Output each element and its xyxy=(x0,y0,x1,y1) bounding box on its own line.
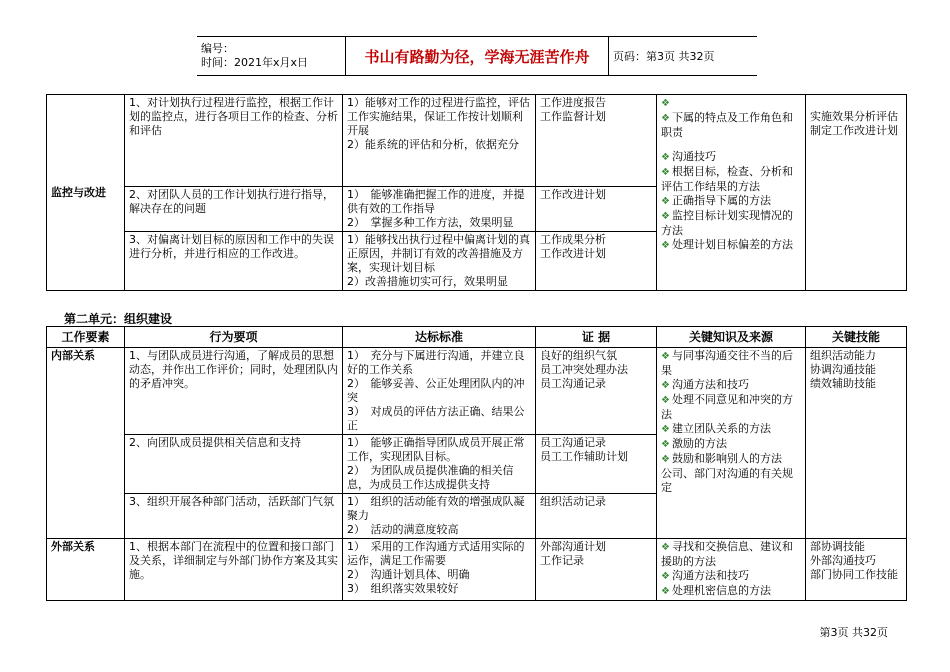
diamond-bullet-icon: ❖ xyxy=(661,167,670,178)
diamond-bullet-icon: ❖ xyxy=(661,571,670,582)
diamond-bullet-icon: ❖ xyxy=(661,454,670,465)
evidence-line: 工作进度报告 xyxy=(540,96,606,109)
element-internal: 内部关系 xyxy=(47,348,125,539)
knowledge-line xyxy=(661,96,801,111)
evidence-cell xyxy=(536,494,657,539)
diamond-bullet-icon: ❖ xyxy=(661,586,670,597)
evidence-line: 工作记录 xyxy=(540,554,584,567)
standard-line: 1） 组织的活动能有效的增强成队凝聚力 xyxy=(347,495,525,522)
knowledge-line: ❖ 激励的方法 xyxy=(661,437,727,450)
standard-line: 2） 能够妥善、公正处理团队内的冲突 xyxy=(347,377,525,404)
standard-line: 1） 能够正确指导团队成员开展正常工作，实现团队目标。 xyxy=(347,436,525,463)
knowledge-line: ❖ 正确指导下属的方法 xyxy=(661,194,771,207)
element-monitor: 监控与改进 xyxy=(47,95,125,291)
unit-title: 第二单元：组织建设 xyxy=(64,312,173,326)
standard-line: 2）改善措施切实可行，效果明显 xyxy=(347,275,508,288)
organization-table xyxy=(46,326,907,601)
standard-line: 1） 采用的工作沟通方式适用实际的运作，满足工作需要 xyxy=(347,540,525,567)
standard-cell xyxy=(343,435,536,494)
knowledge-line: ❖ 处理计划目标偏差的方法 xyxy=(661,238,793,251)
standard-cell xyxy=(343,95,536,187)
behavior-item: 1、与团队成员进行沟通，了解成员的思想动态，并作出工作评价；同时，处理团队内的矛盾冲突。 xyxy=(125,348,343,435)
col-header-standard: 达标标准 xyxy=(343,327,536,348)
standard-line: 1）能够找出执行过程中偏离计划的真正原因，并制订有效的改善措施及方案，实现计划目标 xyxy=(347,233,530,274)
col-header-behavior: 行为要项 xyxy=(125,327,343,348)
col-header-knowledge: 关键知识及来源 xyxy=(657,327,806,348)
evidence-line: 外部沟通计划 xyxy=(540,540,606,553)
knowledge-cell xyxy=(657,348,806,539)
skill-line: 制定工作改进计划 xyxy=(810,124,898,137)
diamond-bullet-icon: ❖ xyxy=(661,98,670,109)
knowledge-line: ❖ 寻找和交换信息、建议和援助的方法 xyxy=(661,540,793,568)
motto: 书山有路勤为径，学海无涯苦作舟 xyxy=(346,37,609,76)
evidence-line: 员工沟通记录 xyxy=(540,377,606,390)
evidence-line: 良好的组织气氛 xyxy=(540,349,617,362)
behavior-item: 3、组织开展各种部门活动，活跃部门气氛 xyxy=(125,494,343,539)
behavior-item: 1、根据本部门在流程中的位置和接口部门及关系，详细制定与外部门协作方案及其实施。 xyxy=(125,539,343,601)
diamond-bullet-icon: ❖ xyxy=(661,211,670,222)
knowledge-line: ❖ 监控目标计划实现情况的方法 xyxy=(661,209,793,237)
evidence-line: 工作改进计划 xyxy=(540,247,606,260)
skill-line: 绩效辅助技能 xyxy=(810,377,876,390)
page-footer: 第3页 共32页 xyxy=(819,626,888,639)
standard-line: 2） 掌握多种工作方法，效果明显 xyxy=(347,216,514,229)
skill-line: 协调沟通技能 xyxy=(810,363,876,376)
standard-line: 2） 活动的满意度较高 xyxy=(347,523,459,536)
diamond-bullet-icon: ❖ xyxy=(661,439,670,450)
skill-line: 部协调技能 xyxy=(810,540,865,553)
diamond-bullet-icon: ❖ xyxy=(661,152,670,163)
knowledge-line: ❖ 与同事沟通交往不当的后果 xyxy=(661,349,793,377)
evidence-line: 员工工作辅助计划 xyxy=(540,450,628,463)
evidence-cell xyxy=(536,348,657,435)
knowledge-line: ❖ 鼓励和影响别人的方法 xyxy=(661,452,782,465)
diamond-bullet-icon: ❖ xyxy=(661,113,670,124)
skills-cell xyxy=(806,539,907,601)
header-meta xyxy=(197,37,346,76)
standard-line: 2） 沟通计划具体、明确 xyxy=(347,568,470,581)
diamond-bullet-icon: ❖ xyxy=(661,351,670,362)
knowledge-cell xyxy=(657,95,806,291)
evidence-cell xyxy=(536,187,657,232)
diamond-bullet-icon: ❖ xyxy=(661,542,670,553)
standard-line: 1） 能够准确把握工作的进度，并提供有效的工作指导 xyxy=(347,188,525,215)
col-header-element: 工作要素 xyxy=(47,327,125,348)
diamond-bullet-icon: ❖ xyxy=(661,395,670,406)
diamond-bullet-icon: ❖ xyxy=(661,240,670,251)
skill-line: 实施效果分析评估 xyxy=(810,110,898,123)
standard-line: 2） 为团队成员提供准确的相关信息，为成员工作达成提供支持 xyxy=(347,464,514,491)
skill-line: 组织活动能力 xyxy=(810,349,876,362)
knowledge-line: ❖ 处理机密信息的方法 xyxy=(661,584,771,597)
standard-cell xyxy=(343,494,536,539)
evidence-cell xyxy=(536,435,657,494)
evidence-cell xyxy=(536,95,657,187)
knowledge-line: ❖ 沟通技巧 xyxy=(661,150,716,163)
diamond-bullet-icon: ❖ xyxy=(661,196,670,207)
knowledge-line: ❖ 建立团队关系的方法 xyxy=(661,422,771,435)
evidence-cell xyxy=(536,232,657,291)
behavior-item: 2、对团队人员的工作计划执行进行指导，解决存在的问题 xyxy=(125,187,343,232)
evidence-line: 工作改进计划 xyxy=(540,188,606,201)
knowledge-line: ❖ 下属的特点及工作角色和职责 xyxy=(661,111,793,139)
standard-line: 3） 对成员的评估方法正确、结果公正 xyxy=(347,405,525,432)
page-label: 页码：第3页 共32页 xyxy=(609,37,758,76)
evidence-cell xyxy=(536,539,657,601)
diamond-bullet-icon: ❖ xyxy=(661,424,670,435)
knowledge-line: ❖ 沟通方法和技巧 xyxy=(661,378,749,391)
monitor-table xyxy=(46,94,907,291)
knowledge-line: ❖ 根据目标，检查、分析和评估工作结果的方法 xyxy=(661,165,793,193)
skills-cell xyxy=(806,95,907,291)
skill-line: 外部沟通技巧 xyxy=(810,554,876,567)
col-header-evidence: 证 据 xyxy=(536,327,657,348)
element-external: 外部关系 xyxy=(47,539,125,601)
standard-cell xyxy=(343,232,536,291)
standard-line: 2）能系统的评估和分析，依据充分 xyxy=(347,138,519,151)
evidence-line: 工作监督计划 xyxy=(540,110,606,123)
knowledge-line: ❖ 沟通方法和技巧 xyxy=(661,569,749,582)
behavior-item: 2、向团队成员提供相关信息和支持 xyxy=(125,435,343,494)
knowledge-line: 公司、部门对沟通的有关规定 xyxy=(661,467,793,494)
evidence-line: 工作成果分析 xyxy=(540,233,606,246)
standard-cell xyxy=(343,348,536,435)
standard-line: 1）能够对工作的过程进行监控，评估工作实施结果，保证工作按计划顺利开展 xyxy=(347,96,530,137)
standard-cell xyxy=(343,539,536,601)
col-header-skills: 关键技能 xyxy=(806,327,907,348)
knowledge-line: ❖ 处理不同意见和冲突的方法 xyxy=(661,393,793,421)
number-label: 编号： xyxy=(201,42,234,55)
evidence-line: 员工冲突处理办法 xyxy=(540,363,628,376)
skills-cell xyxy=(806,348,907,539)
standard-line: 1） 充分与下属进行沟通，并建立良好的工作关系 xyxy=(347,349,525,376)
behavior-item: 3、对偏离计划目标的原因和工作中的失误进行分析，并进行相应的工作改进。 xyxy=(125,232,343,291)
standard-line: 3） 组织落实效果较好 xyxy=(347,582,459,595)
knowledge-cell xyxy=(657,539,806,601)
diamond-bullet-icon: ❖ xyxy=(661,380,670,391)
evidence-line: 员工沟通记录 xyxy=(540,436,606,449)
evidence-line: 组织活动记录 xyxy=(540,495,606,508)
standard-cell xyxy=(343,187,536,232)
skill-line: 部门协同工作技能 xyxy=(810,568,898,581)
behavior-item: 1、对计划执行过程进行监控，根据工作计划的监控点，进行各项目工作的检查、分析和评估 xyxy=(125,95,343,187)
page-header xyxy=(197,36,757,76)
time-label: 时间：2021年x月x日 xyxy=(201,56,309,69)
